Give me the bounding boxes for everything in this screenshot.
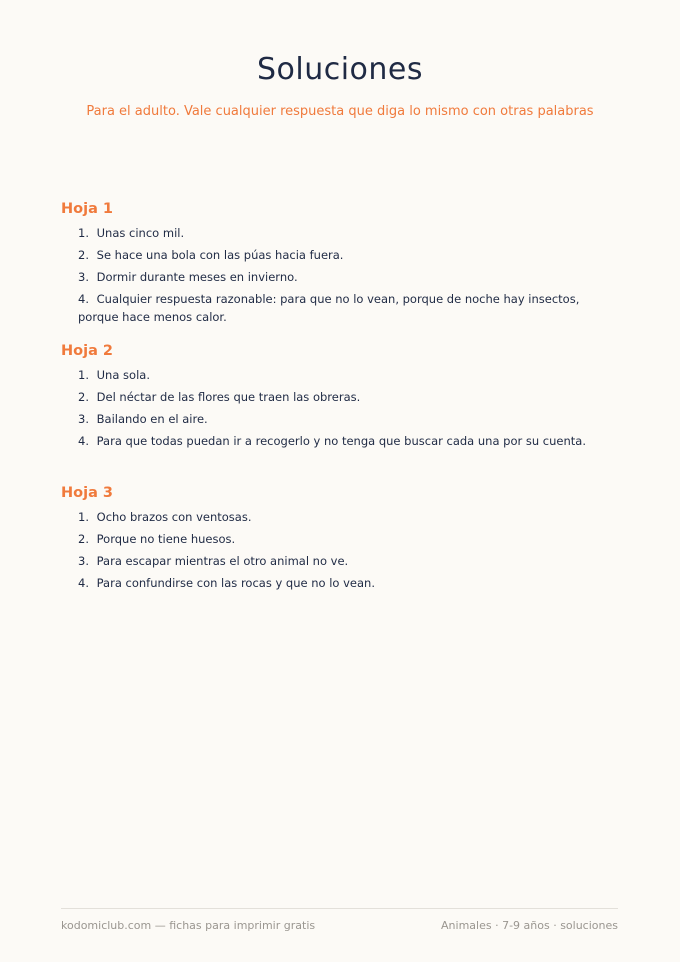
answer-item — [78, 508, 588, 526]
footer-divider — [61, 908, 618, 909]
answer-item — [78, 410, 588, 428]
sheet-1-answers — [61, 224, 621, 326]
sheet-1-section — [61, 200, 621, 330]
page-title: Soluciones — [256, 52, 424, 87]
answer-text: Del néctar de las flores que traen las obreras. — [96, 390, 361, 404]
answer-text: Para escapar mientras el otro animal no ve. — [96, 554, 349, 568]
sheet-3-section — [61, 484, 621, 596]
answer-item — [78, 290, 588, 326]
page-subtitle: Para el adulto. Vale cualquier respuesta que diga lo mismo con otras palabras — [86, 104, 594, 119]
answer-number: 2. — [78, 248, 89, 262]
answer-text: Ocho brazos con ventosas. — [96, 510, 252, 524]
answer-text: Cualquier respuesta razonable: para que no lo vean, porque de noche hay insectos, porque hace menos calor. — [78, 292, 580, 324]
sheet-1-title: Hoja 1 — [61, 201, 113, 217]
answer-text: Unas cinco mil. — [96, 226, 185, 240]
answer-item — [78, 574, 588, 592]
answer-text: Para confundirse con las rocas y que no lo vean. — [96, 576, 375, 590]
answer-number: 4. — [78, 576, 89, 590]
answer-item — [78, 388, 588, 406]
answer-number: 2. — [78, 390, 89, 404]
sheet-2-section — [61, 342, 621, 454]
answer-item — [78, 530, 588, 548]
answer-number: 4. — [78, 292, 89, 306]
answer-item — [78, 268, 588, 286]
answer-number: 3. — [78, 412, 89, 426]
answer-number: 4. — [78, 434, 89, 448]
answer-text: Para que todas puedan ir a recogerlo y no tenga que buscar cada una por su cuenta. — [96, 434, 586, 448]
answer-number: 3. — [78, 270, 89, 284]
answer-item — [78, 432, 588, 450]
answer-item — [78, 552, 588, 570]
answer-item — [78, 246, 588, 264]
sheet-3-title: Hoja 3 — [61, 485, 113, 501]
answer-text: Una sola. — [96, 368, 150, 382]
answer-number: 1. — [78, 368, 89, 382]
answer-item — [78, 224, 588, 242]
footer-meta-text: Animales · 7-9 años · soluciones — [441, 919, 618, 932]
answer-text: Se hace una bola con las púas hacia fuera. — [96, 248, 344, 262]
answer-number: 1. — [78, 226, 89, 240]
answer-item — [78, 366, 588, 384]
sheet-2-answers — [61, 366, 621, 450]
answer-text: Bailando en el aire. — [96, 412, 208, 426]
answer-text: Dormir durante meses en invierno. — [96, 270, 298, 284]
footer-site-text: kodomiclub.com — fichas para imprimir gratis — [61, 919, 316, 932]
answer-number: 1. — [78, 510, 89, 524]
answer-number: 3. — [78, 554, 89, 568]
sheet-3-answers — [61, 508, 621, 592]
answer-number: 2. — [78, 532, 89, 546]
answer-text: Porque no tiene huesos. — [96, 532, 236, 546]
sheet-2-title: Hoja 2 — [61, 343, 113, 359]
